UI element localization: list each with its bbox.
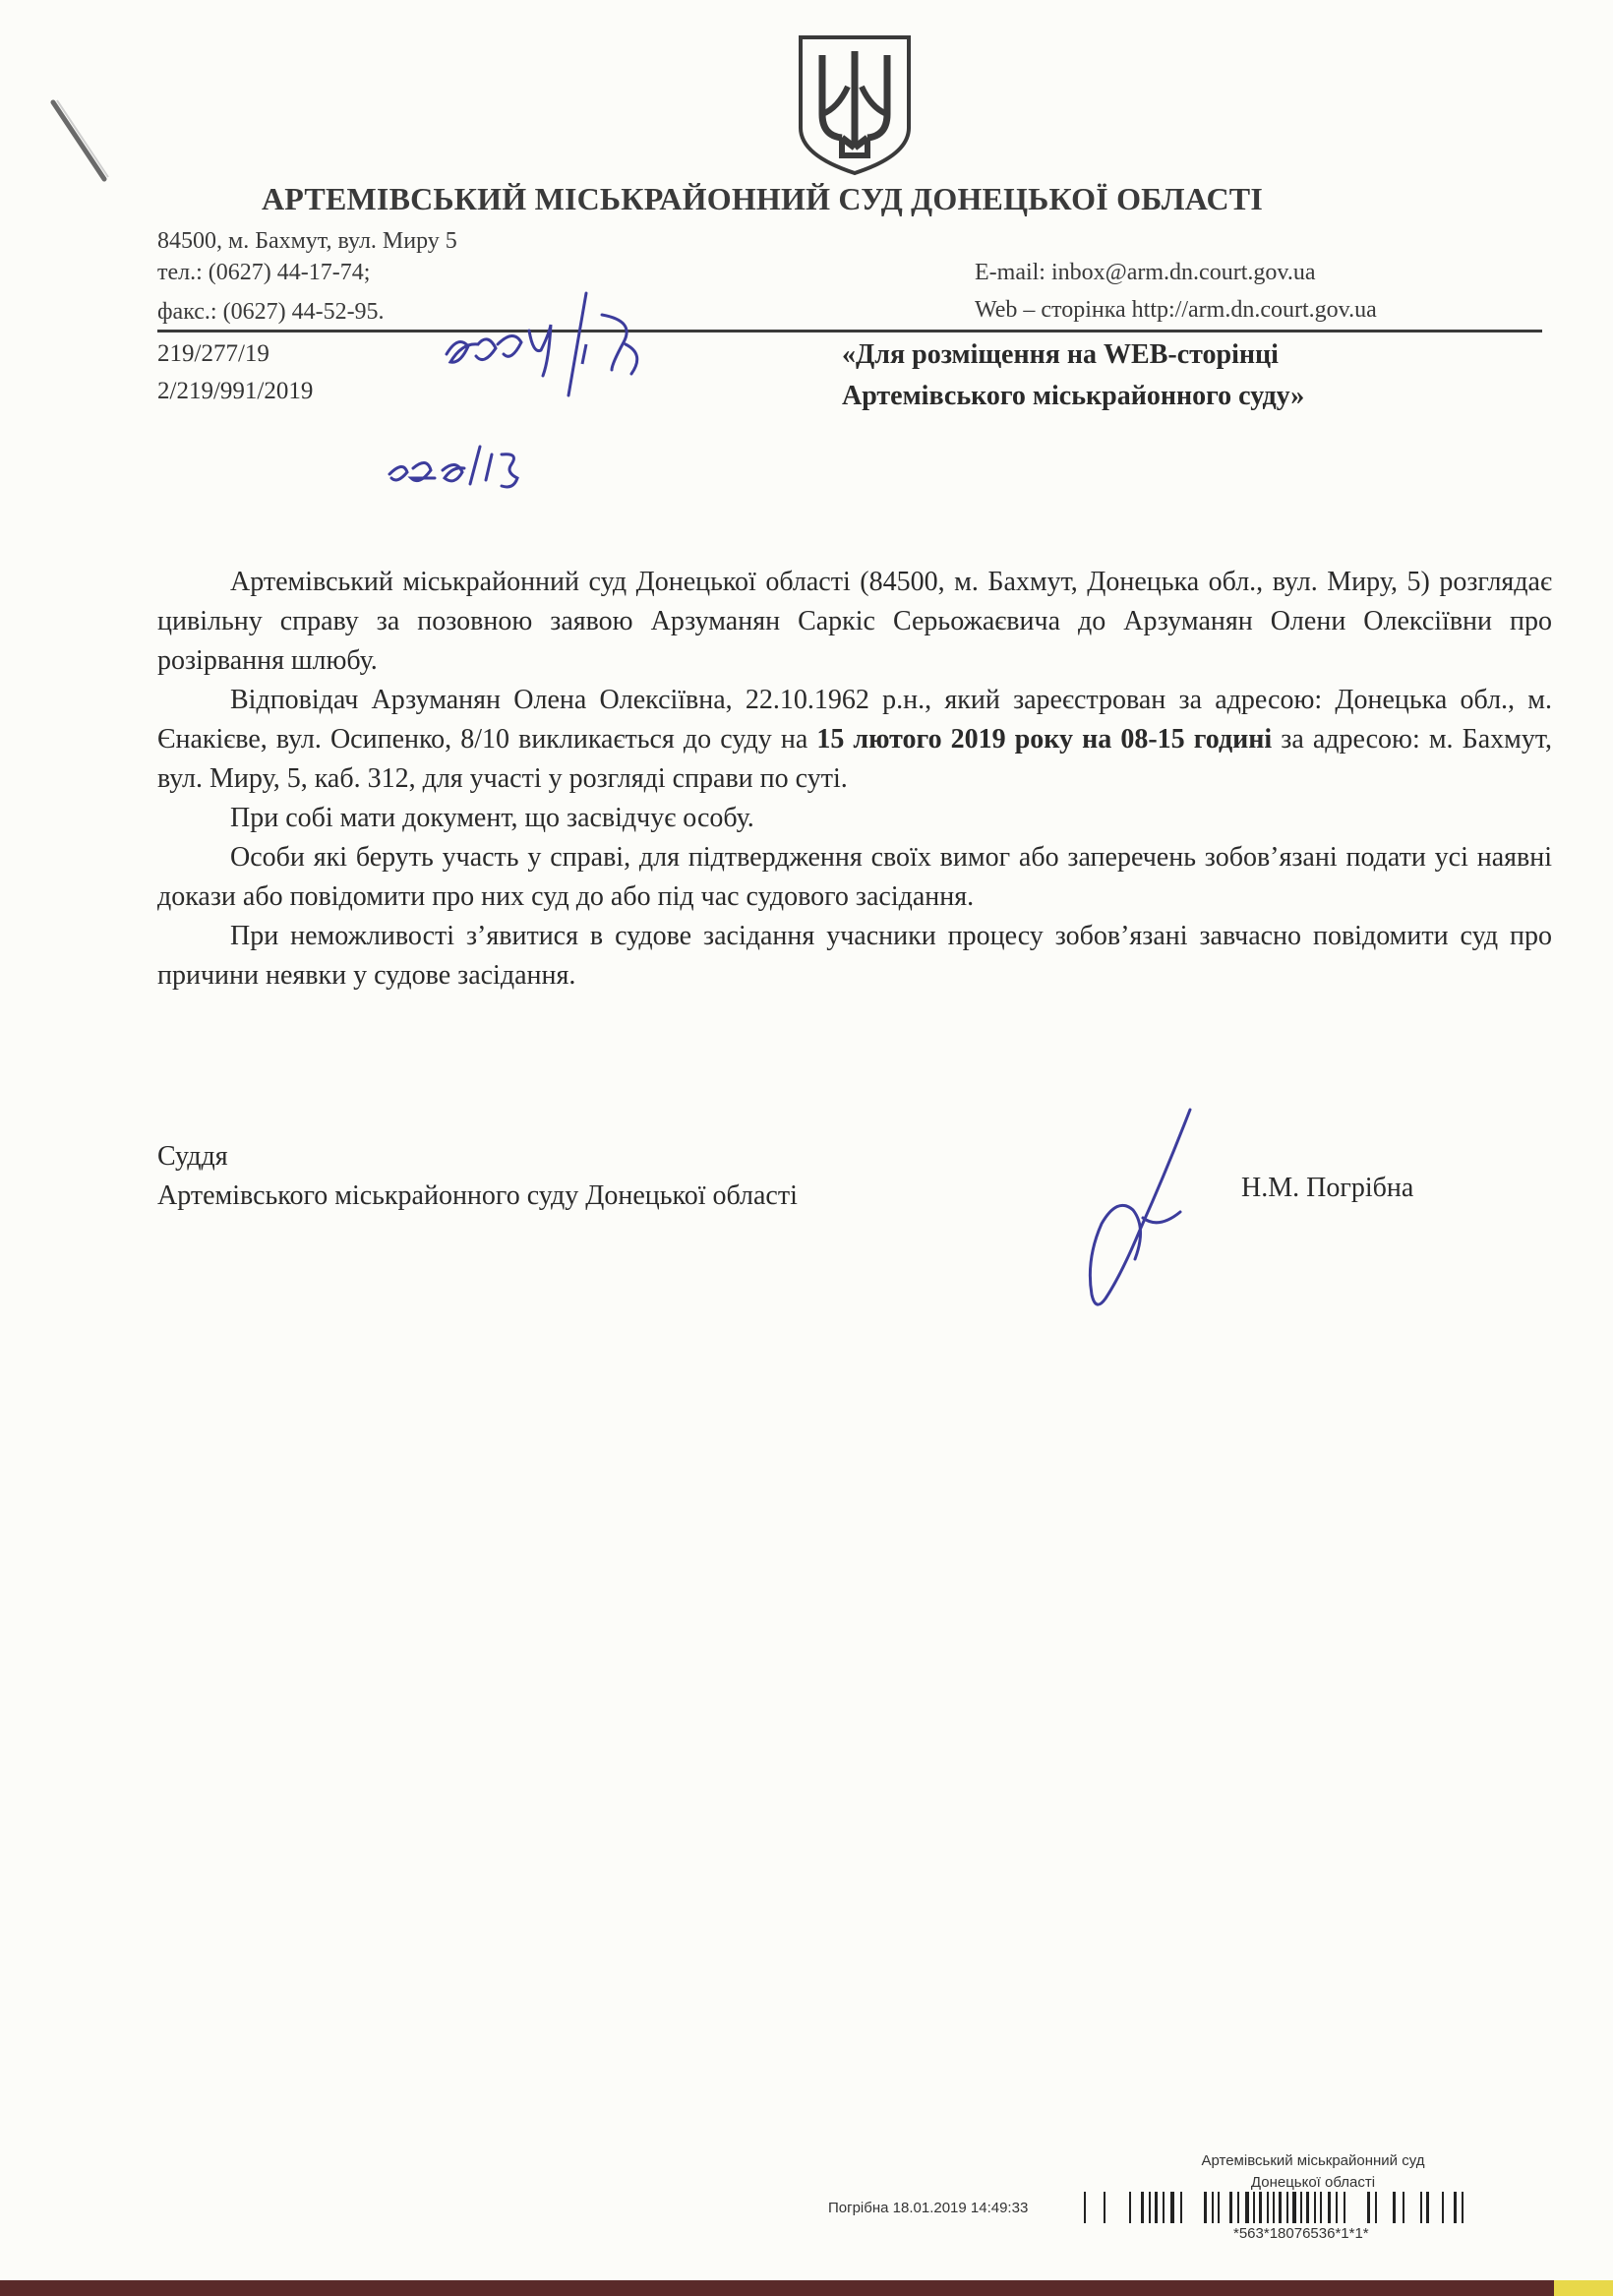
court-address: 84500, м. Бахмут, вул. Миру 5 [157,228,457,254]
handwritten-registration-number [439,285,694,413]
paragraph-evidence: Особи які беруть участь у справі, для підтвердження своїх вимог або заперечень зобов’язані подати усі наявні докази або повідомити про них суд до або під час судового засідання. [157,842,1552,912]
footer-court-name [1151,2150,1475,2194]
court-name-heading: АРТЕМІВСЬКИЙ МІСЬКРАЙОННИЙ СУД ДОНЕЦЬКОЇ ОБЛАСТІ [261,181,1264,216]
proceeding-number: 2/219/991/2019 [157,378,314,404]
hearing-date-time: 15 лютого 2019 року на 08-15 годині [816,724,1273,755]
web-publication-note [842,334,1304,417]
paragraph-identity-document: При собі мати документ, що засвідчує особу. [230,803,754,833]
signature-block [157,1137,798,1216]
case-number: 219/277/19 [157,340,269,367]
judge-title: Суддя [157,1141,228,1172]
scan-bottom-edge [0,2280,1613,2296]
web-note-line-1: «Для розміщення на WEB-сторінці [842,339,1279,370]
paragraph-case-description: Артемівський міськрайонний суд Донецької області (84500, м. Бахмут, Донецька обл., вул. Миру, 5) розглядає цивільну справу за позовною заявою Арзуманян Саркіс Серьожаєвича до Арзуманян Олени Олексіївни про розірвання шлюбу. [157,567,1552,676]
court-phone: тел.: (0627) 44-17-74; [157,260,371,285]
web-note-line-2: Артемівського міськрайонного суду» [842,381,1305,411]
court-email: E-mail: inbox@arm.dn.court.gov.ua [975,260,1316,285]
summons-text-start: Відповідач Арзуманян Олена Олексіївна, 22.10.1962 р.н., який зареєстрован за адресою: Донецька обл., м. Єнакієве, вул. Осипенко, 8/10 викликається до суду на [157,685,1552,755]
paragraph-summons [157,681,1552,799]
judge-signature [1056,1102,1214,1318]
handwritten-incoming-number [384,433,580,502]
barcode-number: *563*18076536*1*1* [1233,2225,1369,2242]
judge-court: Артемівського міськрайонного суду Донецької області [157,1180,798,1211]
barcode-icon [1082,2192,1564,2223]
scan-corner-mark [1554,2280,1613,2296]
footer-court-line-1: Артемівський міськрайонний суд [1201,2152,1425,2169]
electronic-stamp: Погрібна 18.01.2019 14:49:33 [828,2200,1029,2216]
trident-emblem-icon [793,30,917,179]
notice-body [157,563,1552,996]
header-divider [157,330,1542,332]
footer-court-line-2: Донецької області [1250,2174,1376,2191]
court-fax: факс.: (0627) 44-52-95. [157,299,385,325]
paragraph-absence: При неможливості з’явитися в судове засідання учасники процесу зобов’язані завчасно повідомити суд про причини неявки у судове засідання. [157,921,1552,991]
judge-name: Н.М. Погрібна [1241,1173,1414,1203]
court-website: Web – сторінка http://arm.dn.court.gov.ua [975,297,1377,323]
summons-text-end: за адресою: м. Бахмут, вул. Миру, 5, каб. 312, для участі у розгляді справи по суті. [157,724,1552,794]
staple-mark [45,96,114,187]
